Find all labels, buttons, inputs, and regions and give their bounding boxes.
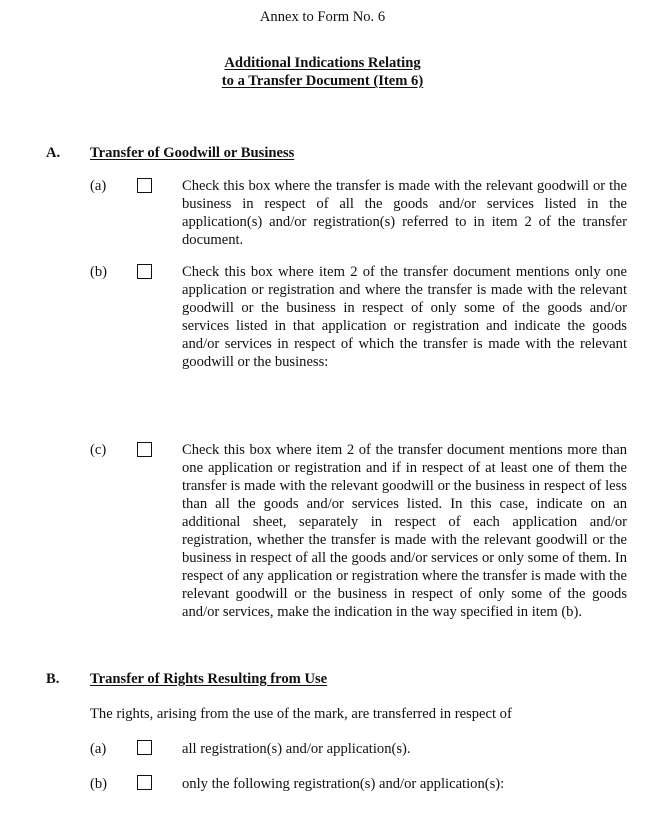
subtitle-line-1: Additional Indications Relating	[224, 55, 421, 71]
section-a-item-c-text: Check this box where item 2 of the transfer document mentions more than one application or registration and if in respect of at least one of them the transfer is made with the relevant goodwill or the business in respect of less than all the goods and/or services listed. In this case, indicate on an additional sheet, separately in respect of each application and/or registration, whether the transfer is made with the relevant goodwill or the business in respect of all the goods and/or services or only some of them. In respect of any application or registration where the transfer is made with the relevant goodwill or the business in respect of only some of the goods and/or services, make the indication in the way specified in item (b).	[182, 442, 627, 620]
annex-title: Annex to Form No. 6	[259, 9, 386, 25]
section-a-heading: Transfer of Goodwill or Business	[90, 145, 295, 161]
section-b-item-a-label: (a)	[90, 741, 107, 757]
section-b-item-a-checkbox[interactable]	[137, 740, 152, 755]
subtitle-block-2	[0, 72, 645, 90]
section-a-item-b-checkbox[interactable]	[137, 264, 152, 279]
section-b-item-b-label: (b)	[90, 776, 108, 792]
section-b-heading: Transfer of Rights Resulting from Use	[90, 671, 328, 687]
section-a-item-a-label: (a)	[90, 178, 107, 194]
section-a-item-c-label: (c)	[90, 442, 107, 458]
subtitle-line-2: to a Transfer Document (Item 6)	[221, 73, 424, 89]
section-a-item-b-text: Check this box where item 2 of the transfer document mentions only one application or registration and where the transfer is made with the relevant goodwill or the business in respect of only some of the goods and/or services listed in that application or registration and indicate the goods and/or services in respect of which the transfer is made with the relevant goodwill or the business:	[182, 264, 627, 370]
subtitle-block	[0, 54, 645, 72]
section-a-item-a-text: Check this box where the transfer is made with the relevant goodwill or the business in respect of all the goods and/or services listed in the application(s) and/or registration(s) referred to in item 2 of the transfer document.	[182, 178, 627, 248]
section-a-item-b-label: (b)	[90, 264, 108, 280]
section-a-item-c-checkbox[interactable]	[137, 442, 152, 457]
section-b-letter: B.	[46, 671, 60, 687]
section-b-item-b-text: only the following registration(s) and/or application(s):	[182, 776, 505, 792]
section-b-intro: The rights, arising from the use of the mark, are transferred in respect of	[90, 706, 512, 722]
section-b-item-b-checkbox[interactable]	[137, 775, 152, 790]
section-b-item-a-text: all registration(s) and/or application(s).	[182, 741, 411, 757]
section-a-item-a-checkbox[interactable]	[137, 178, 152, 193]
section-a-letter: A.	[46, 145, 61, 161]
